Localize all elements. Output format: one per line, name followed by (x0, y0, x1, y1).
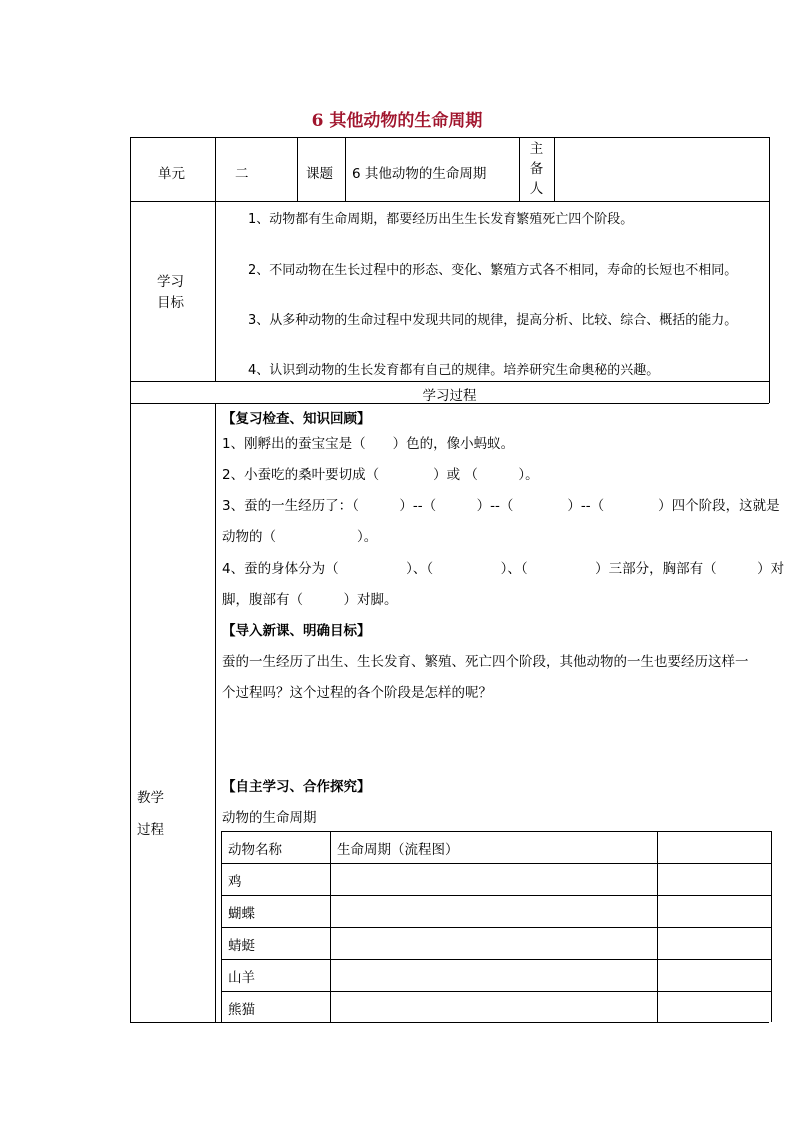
intro-text: 蚕的一生经历了出生、生长发育、繁殖、死亡四个阶段，其他动物的一生也要经历这样一 (222, 654, 749, 670)
objective-item: 4、认识到动物的生长发育都有自己的规律。培养研究生命奥秘的兴趣。 (248, 363, 660, 378)
table-row-animal: 熊猫 (228, 1002, 255, 1018)
review-heading: 【复习检查、知识回顾】 (222, 411, 371, 427)
objective-item: 2、不同动物在生长过程中的形态、变化、繁殖方式各不相同，寿命的长短也不相同。 (248, 263, 738, 278)
topic-label: 课题 (306, 166, 333, 182)
question-4: 4、蚕的身体分为（ ）、（ ）、（ ）三部分，胸部有（ ）对 (222, 561, 785, 577)
preparer-label: 主 备 人 (529, 141, 544, 197)
objective-item: 1、动物都有生命周期，都要经历出生生长发育繁殖死亡四个阶段。 (248, 212, 634, 227)
topic-value: 6 其他动物的生命周期 (352, 166, 487, 182)
question-1: 1、刚孵出的蚕宝宝是（ ）色的，像小蚂蚁。 (222, 436, 515, 452)
question-2: 2、小蚕吃的桑叶要切成（ ）或 （ ）。 (222, 467, 539, 483)
explore-heading: 【自主学习、合作探究】 (222, 779, 371, 795)
process-label: 教学 过程 (137, 790, 164, 838)
process-title: 学习过程 (422, 388, 477, 404)
question-4-cont: 脚，腹部有（ ）对脚。 (222, 592, 398, 608)
unit-label: 单元 (158, 166, 185, 182)
objectives-label: 学习 目标 (157, 274, 184, 311)
intro-text-cont: 个过程吗？这个过程的各个阶段是怎样的呢？ (222, 685, 492, 701)
intro-heading: 【导入新课、明确目标】 (222, 623, 371, 639)
question-3-cont: 动物的（ ）。 (222, 529, 378, 545)
page-title: 6 其他动物的生命周期 (311, 111, 483, 131)
question-3: 3、蚕的一生经历了：（ ）--（ ）--（ ）--（ ）四个阶段，这就是 (222, 498, 780, 514)
table-caption: 动物的生命周期 (222, 810, 317, 826)
table-header-cycle: 生命周期（流程图） (337, 842, 459, 858)
table-row-animal: 蜻蜓 (228, 938, 255, 954)
table-row-animal: 山羊 (228, 970, 255, 986)
objective-item: 3、从多种动物的生命过程中发现共同的规律，提高分析、比较、综合、概括的能力。 (248, 313, 738, 328)
table-row-animal: 蝴蝶 (228, 906, 255, 922)
table-row-animal: 鸡 (228, 874, 242, 890)
unit-value: 二 (235, 166, 249, 182)
table-header-animal: 动物名称 (228, 842, 282, 858)
